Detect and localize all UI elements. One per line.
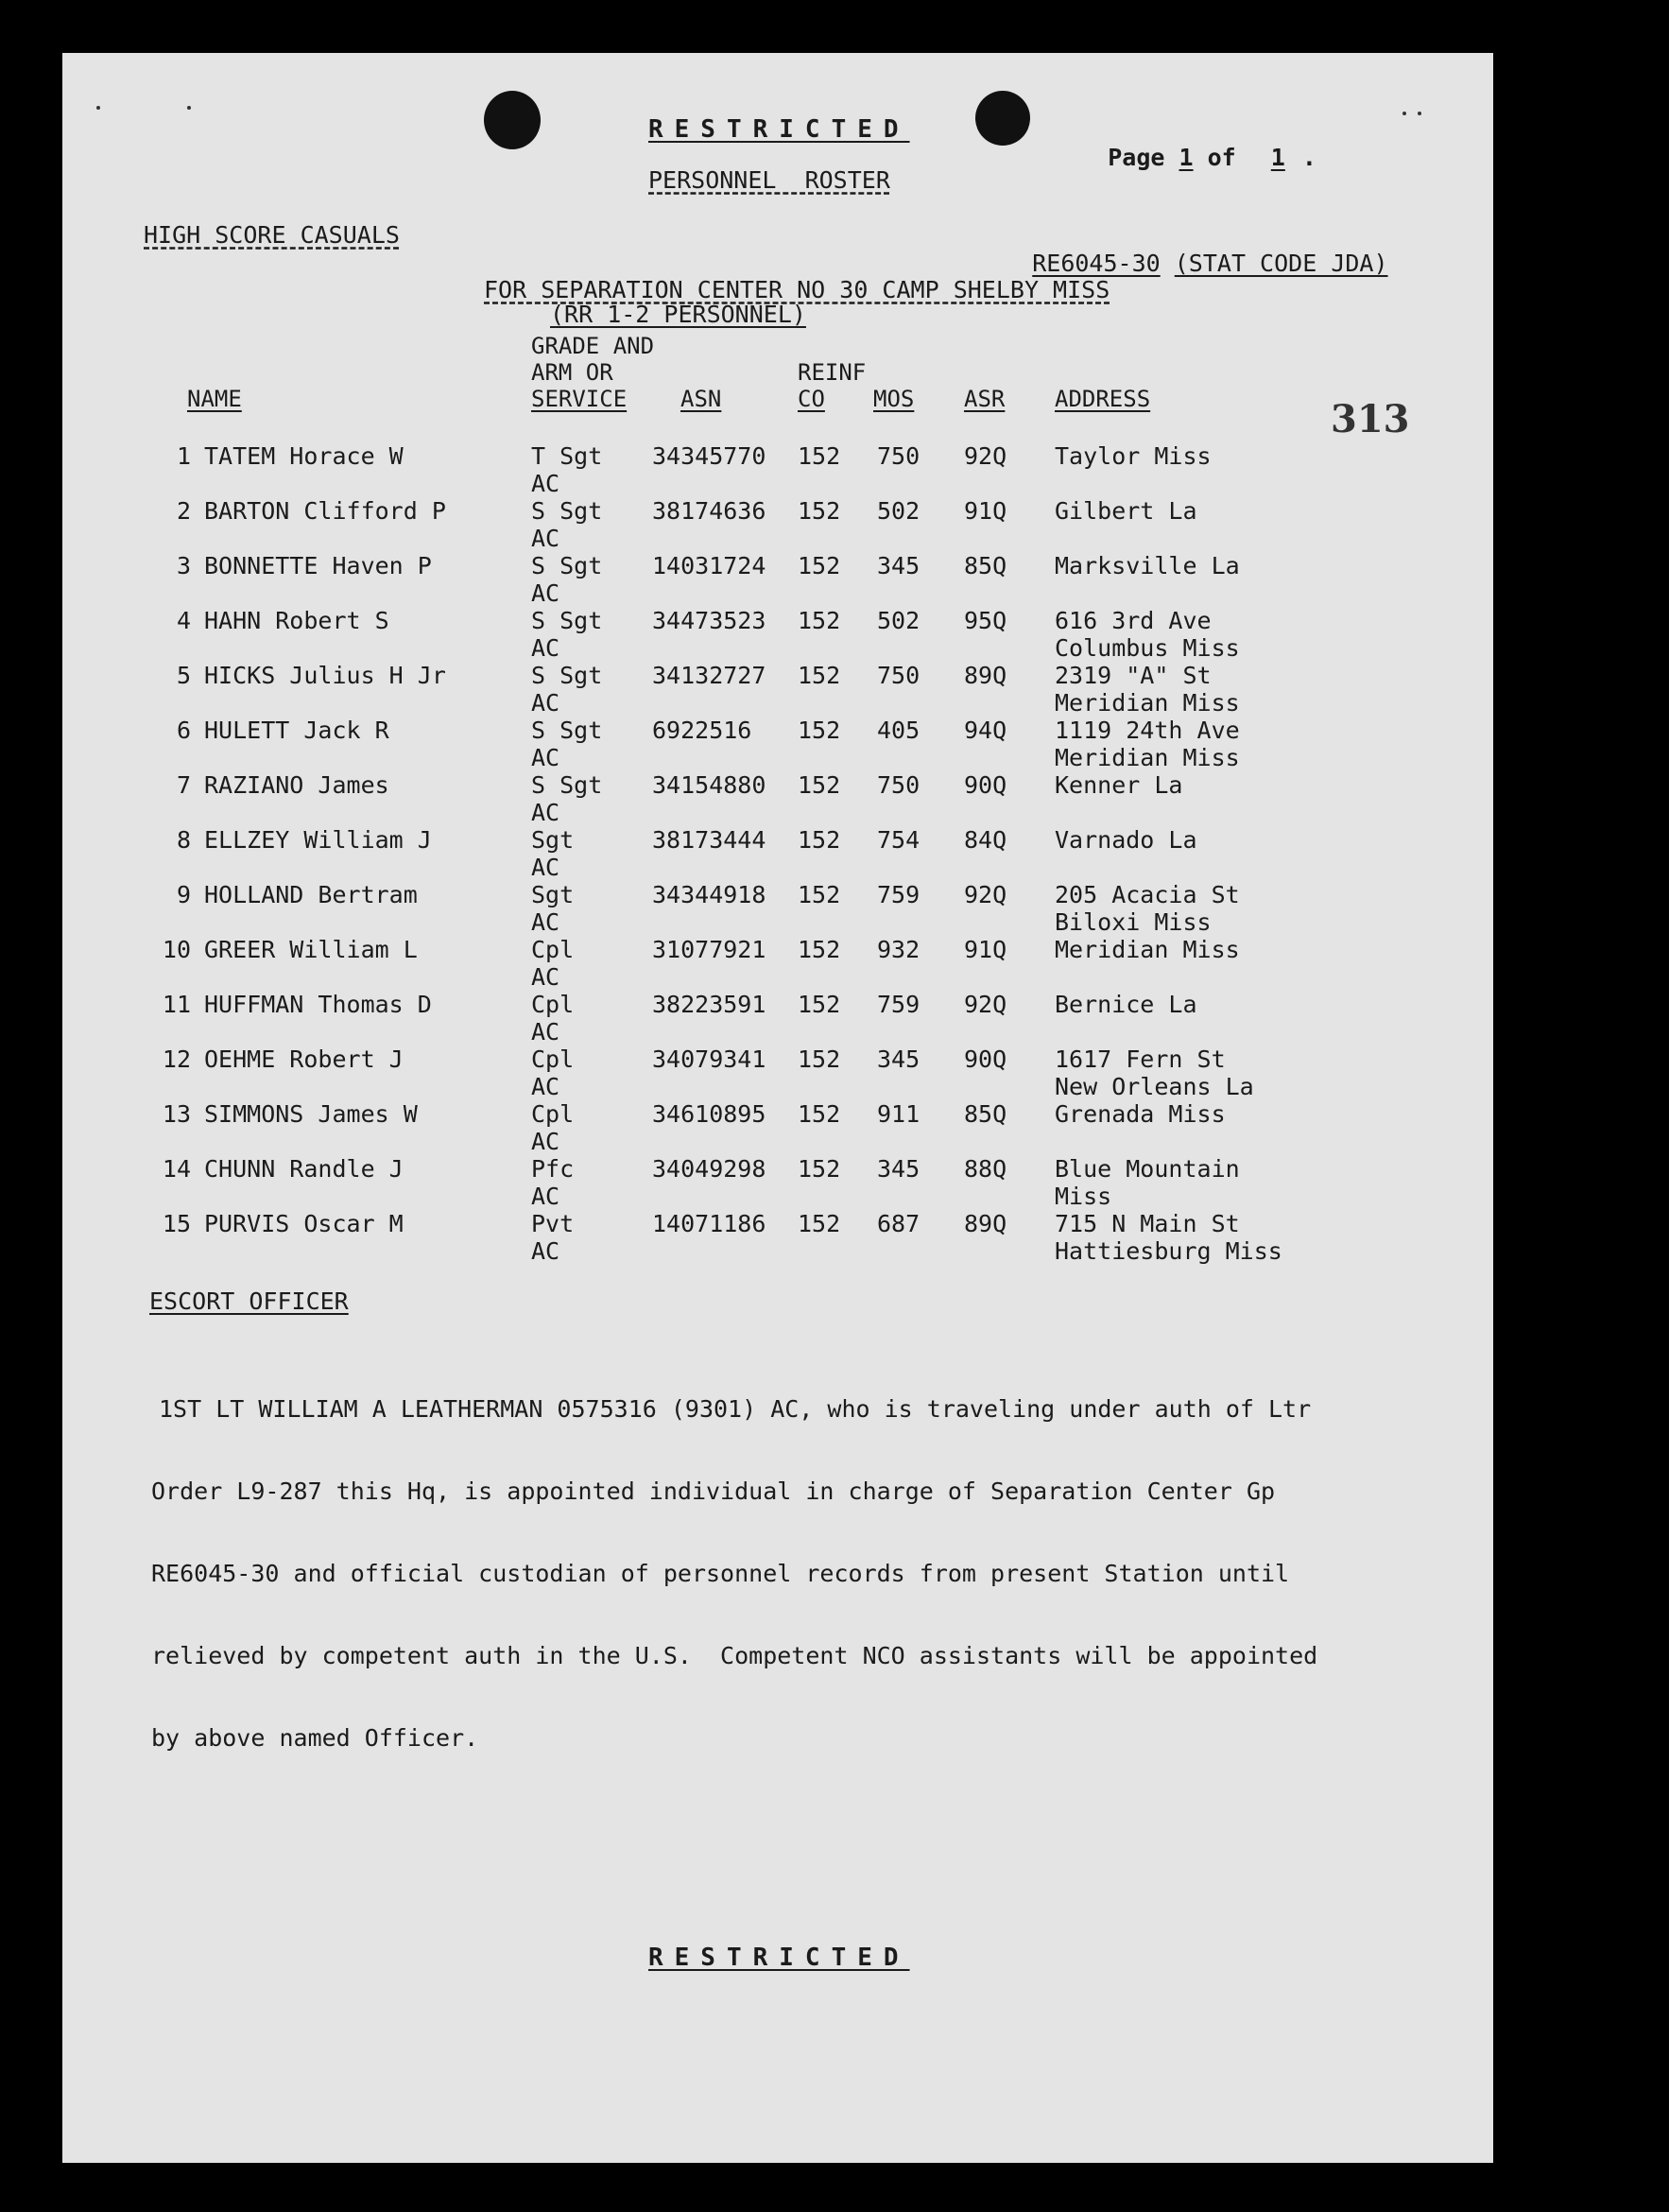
row-name: PURVIS Oscar M	[204, 1210, 404, 1237]
row-name: HAHN Robert S	[204, 607, 389, 634]
row-address-2: Biloxi Miss	[1055, 908, 1212, 936]
row-name: HULETT Jack R	[204, 717, 389, 744]
row-name: HOLLAND Bertram	[204, 881, 418, 908]
row-co: 152	[798, 771, 841, 799]
stat-code: (STAT CODE JDA)	[1174, 250, 1388, 277]
row-co: 152	[798, 607, 841, 634]
escort-line: RE6045-30 and official custodian of personnel records from present Station until	[151, 1560, 1290, 1587]
row-asr: 92Q	[964, 991, 1007, 1018]
row-number: 5	[176, 662, 191, 689]
col-grade-l1: GRADE AND	[531, 333, 655, 359]
escort-line: by above named Officer.	[151, 1724, 479, 1752]
row-asr: 90Q	[964, 771, 1007, 799]
page-total: 1	[1270, 144, 1285, 171]
row-grade: S Sgt	[531, 717, 603, 744]
row-asn: 34049298	[652, 1155, 766, 1183]
page-label: Page	[1108, 144, 1165, 171]
row-address-2: Columbus Miss	[1055, 634, 1240, 662]
row-asr: 92Q	[964, 442, 1007, 470]
row-asr: 91Q	[964, 936, 1007, 963]
row-arm: AC	[531, 525, 560, 552]
row-address-1: 205 Acacia St	[1055, 881, 1240, 908]
table-row	[62, 991, 1493, 1046]
table-row	[62, 607, 1493, 662]
row-address-2: Miss	[1055, 1183, 1112, 1210]
row-co: 152	[798, 662, 841, 689]
row-name: HICKS Julius H Jr	[204, 662, 446, 689]
document-sheet	[62, 53, 1493, 2163]
row-address-1: Bernice La	[1055, 991, 1197, 1018]
row-address-1: Blue Mountain	[1055, 1155, 1240, 1183]
personnel-subline: (RR 1-2 PERSONNEL)	[550, 301, 806, 328]
punch-hole-right	[975, 91, 1030, 146]
separation-center-line: FOR SEPARATION CENTER NO 30 CAMP SHELBY MISS	[484, 276, 1110, 303]
speck	[1418, 112, 1421, 115]
row-address-1: Meridian Miss	[1055, 936, 1240, 963]
row-asr: 90Q	[964, 1046, 1007, 1073]
row-co: 152	[798, 1046, 841, 1073]
row-mos: 502	[877, 497, 921, 525]
row-arm: AC	[531, 1237, 560, 1265]
escort-heading: ESCORT OFFICER	[149, 1287, 349, 1315]
table-row	[62, 936, 1493, 991]
escort-line: 1ST LT WILLIAM A LEATHERMAN 0575316 (9301) AC, who is traveling under auth of Ltr	[159, 1395, 1312, 1423]
table-row	[62, 442, 1493, 497]
row-number: 11	[162, 991, 191, 1018]
row-asr: 84Q	[964, 826, 1007, 854]
row-asn: 38173444	[652, 826, 766, 854]
row-grade: Cpl	[531, 1100, 575, 1128]
row-grade: Cpl	[531, 1046, 575, 1073]
escort-line: relieved by competent auth in the U.S. Competent NCO assistants will be appointed	[151, 1642, 1318, 1669]
row-asr: 85Q	[964, 1100, 1007, 1128]
col-grade-l3: SERVICE	[531, 386, 628, 412]
row-grade: S Sgt	[531, 771, 603, 799]
punch-hole-left	[484, 91, 541, 149]
row-mos: 345	[877, 552, 921, 579]
row-asr: 89Q	[964, 662, 1007, 689]
row-number: 12	[162, 1046, 191, 1073]
row-asn: 34154880	[652, 771, 766, 799]
escort-line: Order L9-287 this Hq, is appointed individual in charge of Separation Center Gp	[151, 1478, 1276, 1505]
row-address-2: Meridian Miss	[1055, 689, 1240, 717]
row-co: 152	[798, 1100, 841, 1128]
row-asn: 34132727	[652, 662, 766, 689]
roster-code: RE6045-30	[1032, 250, 1161, 277]
row-co: 152	[798, 826, 841, 854]
row-asr: 94Q	[964, 717, 1007, 744]
classification-bottom: RESTRICTED	[648, 1944, 910, 1972]
row-arm: AC	[531, 470, 560, 497]
stamp-number: 313	[1331, 397, 1410, 441]
escort-paragraph	[151, 1340, 1474, 1806]
col-asr: ASR	[964, 386, 1006, 412]
row-asn: 34345770	[652, 442, 766, 470]
row-address-2: New Orleans La	[1055, 1073, 1254, 1100]
col-grade-l2: ARM OR	[531, 359, 613, 386]
row-mos: 754	[877, 826, 921, 854]
row-co: 152	[798, 1210, 841, 1237]
row-address-1: 616 3rd Ave	[1055, 607, 1212, 634]
row-arm: AC	[531, 908, 560, 936]
row-number: 4	[176, 607, 191, 634]
row-address-1: Varnado La	[1055, 826, 1197, 854]
col-address: ADDRESS	[1055, 386, 1151, 412]
row-asn: 14071186	[652, 1210, 766, 1237]
unit-label: HIGH SCORE CASUALS	[144, 221, 400, 249]
row-asr: 95Q	[964, 607, 1007, 634]
row-name: TATEM Horace W	[204, 442, 404, 470]
table-row	[62, 552, 1493, 607]
col-reinf: REINF	[798, 359, 867, 386]
page-number: 1	[1179, 144, 1194, 171]
row-number: 10	[162, 936, 191, 963]
row-mos: 759	[877, 991, 921, 1018]
row-asn: 38174636	[652, 497, 766, 525]
row-address-1: 715 N Main St	[1055, 1210, 1240, 1237]
row-asn: 34610895	[652, 1100, 766, 1128]
row-address-1: Marksville La	[1055, 552, 1240, 579]
row-arm: AC	[531, 963, 560, 991]
row-asr: 89Q	[964, 1210, 1007, 1237]
row-arm: AC	[531, 1183, 560, 1210]
col-mos: MOS	[873, 386, 915, 412]
row-grade: T Sgt	[531, 442, 603, 470]
row-co: 152	[798, 717, 841, 744]
row-mos: 750	[877, 771, 921, 799]
row-number: 9	[176, 881, 191, 908]
row-mos: 750	[877, 662, 921, 689]
table-row	[62, 1155, 1493, 1210]
row-name: ELLZEY William J	[204, 826, 432, 854]
row-mos: 687	[877, 1210, 921, 1237]
row-arm: AC	[531, 799, 560, 826]
row-asn: 6922516	[652, 717, 752, 744]
row-number: 13	[162, 1100, 191, 1128]
row-arm: AC	[531, 579, 560, 607]
col-name: NAME	[187, 386, 242, 412]
row-address-1: 2319 "A" St	[1055, 662, 1212, 689]
row-name: RAZIANO James	[204, 771, 389, 799]
row-address-1: Taylor Miss	[1055, 442, 1212, 470]
row-asr: 91Q	[964, 497, 1007, 525]
row-address-2: Hattiesburg Miss	[1055, 1237, 1282, 1265]
row-grade: Pvt	[531, 1210, 575, 1237]
row-co: 152	[798, 991, 841, 1018]
row-co: 152	[798, 1155, 841, 1183]
row-address-1: 1617 Fern St	[1055, 1046, 1226, 1073]
row-name: CHUNN Randle J	[204, 1155, 404, 1183]
row-name: OEHME Robert J	[204, 1046, 404, 1073]
row-grade: Sgt	[531, 826, 575, 854]
row-co: 152	[798, 442, 841, 470]
row-grade: Pfc	[531, 1155, 575, 1183]
row-grade: Sgt	[531, 881, 575, 908]
row-mos: 405	[877, 717, 921, 744]
row-number: 6	[176, 717, 191, 744]
row-arm: AC	[531, 744, 560, 771]
row-arm: AC	[531, 689, 560, 717]
table-row	[62, 717, 1493, 771]
table-row	[62, 1100, 1493, 1155]
page-of: of	[1207, 144, 1236, 171]
row-arm: AC	[531, 1018, 560, 1046]
row-grade: S Sgt	[531, 662, 603, 689]
row-co: 152	[798, 881, 841, 908]
table-row	[62, 497, 1493, 552]
row-asn: 34079341	[652, 1046, 766, 1073]
row-address-1: Kenner La	[1055, 771, 1183, 799]
row-asr: 85Q	[964, 552, 1007, 579]
row-mos: 502	[877, 607, 921, 634]
roster-title: PERSONNEL ROSTER	[648, 166, 890, 194]
row-address-1: 1119 24th Ave	[1055, 717, 1240, 744]
row-mos: 932	[877, 936, 921, 963]
row-asn: 34473523	[652, 607, 766, 634]
row-grade: Cpl	[531, 936, 575, 963]
row-address-2: Meridian Miss	[1055, 744, 1240, 771]
row-mos: 911	[877, 1100, 921, 1128]
classification-top: RESTRICTED	[648, 115, 910, 144]
row-asr: 92Q	[964, 881, 1007, 908]
row-number: 8	[176, 826, 191, 854]
row-asn: 38223591	[652, 991, 766, 1018]
row-mos: 759	[877, 881, 921, 908]
table-row	[62, 1046, 1493, 1100]
row-name: BONNETTE Haven P	[204, 552, 432, 579]
row-asn: 31077921	[652, 936, 766, 963]
row-grade: S Sgt	[531, 607, 603, 634]
col-asn: ASN	[680, 386, 722, 412]
row-number: 1	[176, 442, 191, 470]
table-row	[62, 662, 1493, 717]
row-co: 152	[798, 936, 841, 963]
row-grade: S Sgt	[531, 497, 603, 525]
row-mos: 345	[877, 1046, 921, 1073]
table-row	[62, 1210, 1493, 1265]
row-name: SIMMONS James W	[204, 1100, 418, 1128]
row-mos: 345	[877, 1155, 921, 1183]
row-number: 15	[162, 1210, 191, 1237]
page-indicator: Page 1 of 1 .	[1108, 144, 1316, 171]
row-name: HUFFMAN Thomas D	[204, 991, 432, 1018]
row-address-1: Gilbert La	[1055, 497, 1197, 525]
speck	[187, 106, 191, 110]
row-address-1: Grenada Miss	[1055, 1100, 1226, 1128]
speck	[1402, 112, 1406, 115]
row-arm: AC	[531, 1073, 560, 1100]
row-grade: Cpl	[531, 991, 575, 1018]
row-arm: AC	[531, 1128, 560, 1155]
table-row	[62, 771, 1493, 826]
row-name: GREER William L	[204, 936, 418, 963]
row-arm: AC	[531, 634, 560, 662]
row-number: 2	[176, 497, 191, 525]
table-row	[62, 881, 1493, 936]
row-number: 14	[162, 1155, 191, 1183]
table-row	[62, 826, 1493, 881]
row-grade: S Sgt	[531, 552, 603, 579]
row-number: 7	[176, 771, 191, 799]
col-co: CO	[798, 386, 825, 412]
row-mos: 750	[877, 442, 921, 470]
row-asr: 88Q	[964, 1155, 1007, 1183]
row-asn: 14031724	[652, 552, 766, 579]
speck	[96, 106, 100, 110]
row-co: 152	[798, 552, 841, 579]
row-arm: AC	[531, 854, 560, 881]
row-number: 3	[176, 552, 191, 579]
row-name: BARTON Clifford P	[204, 497, 446, 525]
row-asn: 34344918	[652, 881, 766, 908]
row-co: 152	[798, 497, 841, 525]
